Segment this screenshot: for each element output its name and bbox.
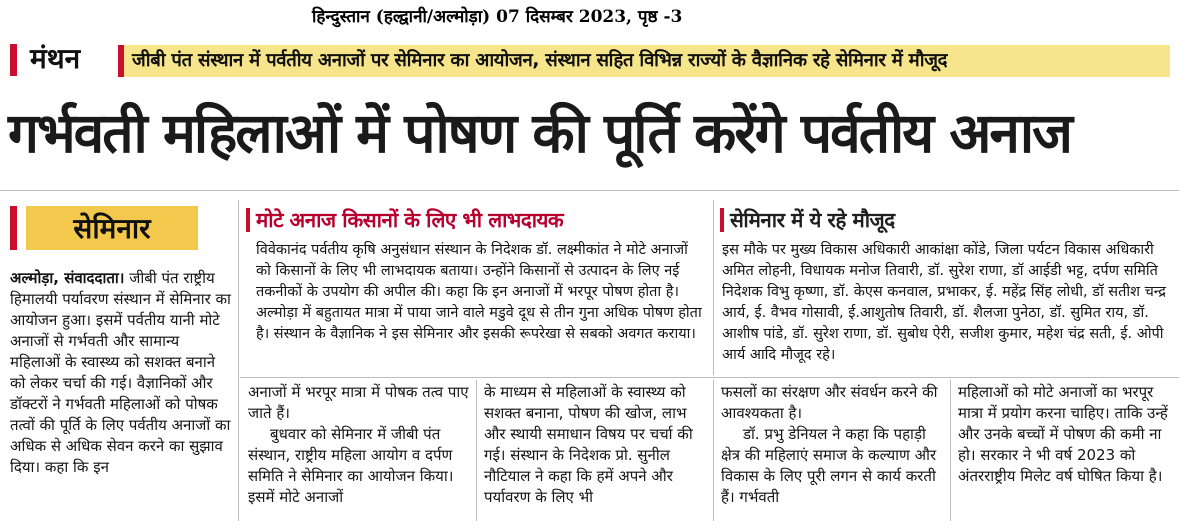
- kicker-bar: [118, 45, 1170, 77]
- kicker-accent-mark: [10, 44, 17, 76]
- section-accent-mark: [10, 206, 17, 250]
- box1-body: विवेकानंद पर्वतीय कृषि अनुसंधान संस्थान के निदेशक डॉ. लक्ष्मीकांत ने मोटे अनाजों को किसानों के लिए भी लाभदायक बताया। उन्होंने किसानों से उत्पादन के लिए नई तकनीकों के उपयोग की अपील की। कहा कि इन अनाजों में भरपूर पोषण होता है। अल्मोड़ा में बहुतायत मात्रा में पाया जाने वाले मडुवे दूध से तीन गुना अधिक पोषण होता है। संस्थान के वैज्ञानिक ने इस सेमिनार और इसकी रूपरेखा से सबको अवगत कराया।: [256, 242, 702, 342]
- column-5-para-1: महिलाओं को मोटे अनाजों का भरपूर मात्रा में प्रयोग करना चाहिए। ताकि उन्हें और उनके बच्चों में पोषण की कमी ना हो। सरकार ने भी वर्ष 2023 को अंतरराष्ट्रीय मिलेट वर्ष घोषित किया है।: [958, 383, 1168, 485]
- article-column-3: [484, 382, 706, 508]
- column-2-para-2: बुधवार को सेमिनार में जीबी पंत संस्थान, राष्ट्रीय महिला आयोग व दर्पण समिति ने सेमिनार का आयोजन किया। इसमें मोटे अनाजों: [248, 425, 454, 506]
- column-4-para-1: फसलों का संरक्षण और संवर्धन करने की आवश्यकता है।: [721, 383, 938, 422]
- article-column-5: [958, 382, 1170, 487]
- column-1-text: जीबी पंत राष्ट्रीय हिमालयी पर्यावरण संस्थान में सेमिनार का आयोजन हुआ। इसमें पर्वतीय यानी मोटे अनाजों से गर्भवती और सामान्य महिलाओं के स्वास्थ्य को सशक्त बनाने को लेकर चर्चा की गई। वैज्ञानिकों और डॉक्टरों ने गर्भवती महिलाओं को पोषक तत्वों की पूर्ति के लिए पर्वतीय अनाजों का अधिक से अधिक सेवन करने का सुझाव दिया। कहा कि इन: [10, 269, 231, 476]
- box2-heading: सेमिनार में ये रहे मौजूद: [730, 208, 895, 232]
- column-4-para-2: डॉ. प्रभु डेनियल ने कहा कि पहाड़ी क्षेत्र की महिलाएं समाज के कल्याण और विकास के लिए पूरी लगन से कार्य करती हैं। गर्भवती: [721, 425, 937, 506]
- kicker-text: जीबी पंत संस्थान में पर्वतीय अनाजों पर सेमिनार का आयोजन, संस्थान सहित विभिन्न राज्यों के वैज्ञानिक रहे सेमिनार में मौजूद: [132, 50, 948, 71]
- article-column-4: [721, 382, 943, 508]
- box2-accent-mark: [720, 208, 724, 232]
- box-bottom-rule: [240, 377, 1179, 378]
- headline: गर्भवती महिलाओं में पोषण की पूर्ति करेंगे पर्वतीय अनाज: [8, 101, 1071, 165]
- section-divider: [0, 190, 1179, 191]
- column-divider-3: [713, 380, 714, 521]
- column-3-para-1: के माध्यम से महिलाओं के स्वास्थ्य को सशक्त बनाना, पोषण की खोज, लाभ और स्थायी समाधान विषय पर चर्चा की गई। संस्थान के निदेशक प्रो. सुनील नौटियाल ने कहा कि हमें अपने और पर्यावरण के लिए भी: [484, 383, 693, 506]
- box1-heading: मोटे अनाज किसानों के लिए भी लाभदायक: [256, 208, 564, 232]
- column-divider-1: [238, 200, 239, 521]
- box-divider: [713, 200, 714, 375]
- section-label-box: [26, 206, 198, 250]
- column-2-para-1: अनाजों में भरपूर मात्रा में पोषक तत्व पाए जाते हैं।: [248, 383, 469, 422]
- kicker-row: [0, 40, 1179, 82]
- article-column-1: [10, 268, 232, 478]
- publication-line: हिन्दुस्तान (हल्द्वानी/अल्मोड़ा) 07 दिसम्बर 2023, पृष्ठ -3: [312, 7, 683, 27]
- box2-body: इस मौके पर मुख्य विकास अधिकारी आकांक्षा कोंडे, जिला पर्यटन विकास अधिकारी अमित लोहनी, विधायक मनोज तिवारी, डॉ. सुरेश राणा, डॉ आईडी भट्ट, दर्पण समिति निदेशक विभु कृष्णा, डॉ. केएस कनवाल, प्रभाकर, ई. महेंद्र सिंह लोधी, डॉ सतीश चन्द्र आर्य, ई. वैभव गोसावी, ई.आशुतोष तिवारी, डॉ. शैलजा पुनेठा, डॉ. सुमित राय, डॉ. आशीष पांडे, डॉ. सुरेश राणा, डॉ. सुबोध ऐरी, सजीश कुमार, महेश चंद्र सती, ई. ओपी आर्य आदि मौजूद रहे।: [722, 242, 1166, 363]
- box1-accent-mark: [246, 208, 250, 232]
- column-divider-2: [476, 380, 477, 521]
- kicker-label: मंथन: [30, 42, 81, 75]
- section-label: सेमिनार: [73, 212, 151, 245]
- column-divider-4: [950, 380, 951, 521]
- dateline: अल्मोड़ा, संवाददाता।: [10, 269, 125, 287]
- publication-header: [0, 0, 1179, 34]
- article-column-2: [248, 382, 470, 508]
